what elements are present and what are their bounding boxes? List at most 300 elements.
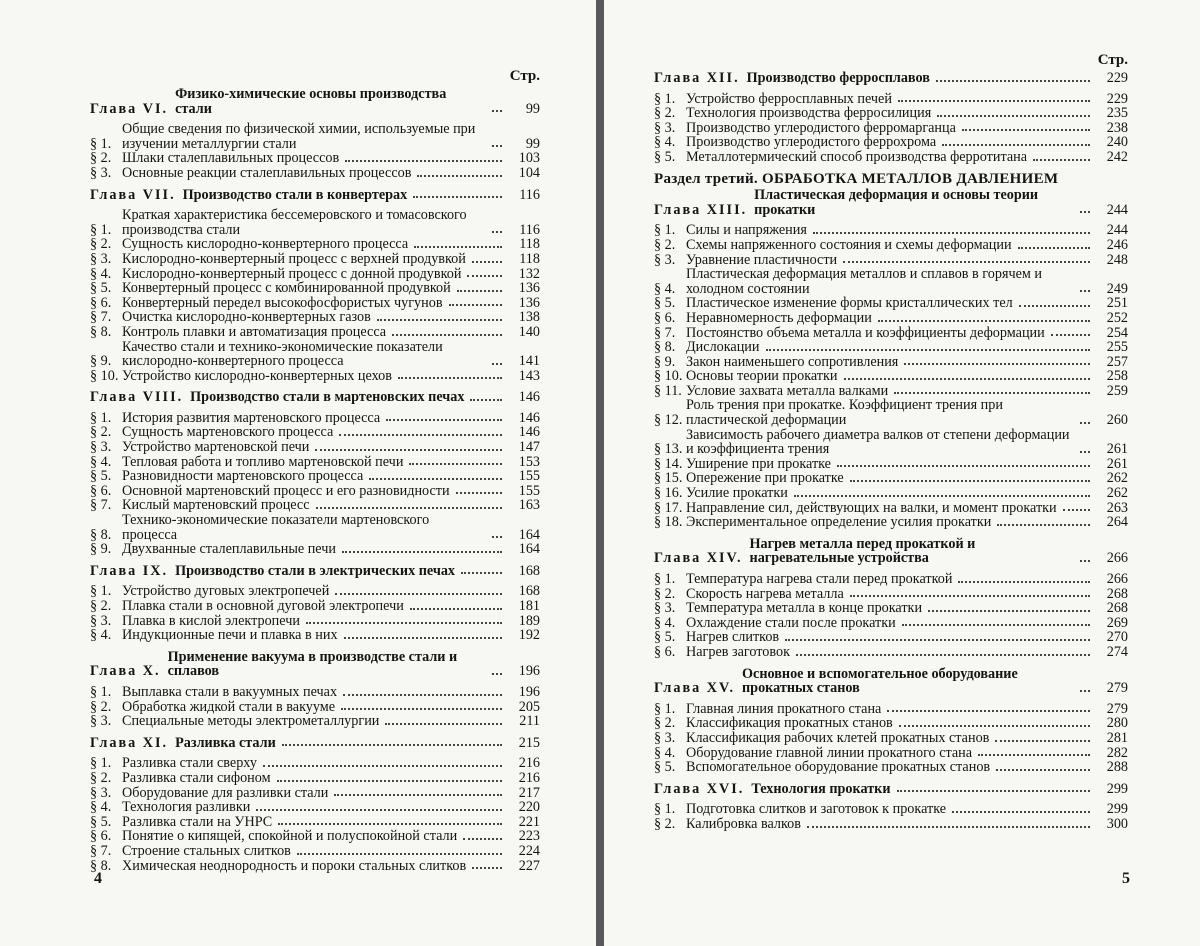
entry-page-number: 104 (518, 164, 540, 181)
entry-page-number: 136 (518, 294, 540, 311)
toc-entry (90, 614, 540, 629)
section-number: § 2. (654, 715, 676, 732)
dot-leader (410, 608, 502, 610)
dot-leader (942, 144, 1090, 146)
section-number: § 11. (654, 382, 682, 399)
entry-title: Основы теории прокатки (686, 368, 838, 385)
entry-page-number: 155 (518, 482, 540, 499)
entry-page-number: 189 (518, 612, 540, 629)
dot-leader (492, 110, 502, 112)
toc-entry (90, 700, 540, 715)
toc-entry (90, 815, 540, 830)
toc-entry (90, 829, 540, 844)
dot-leader (887, 710, 1090, 712)
page-column-header: Стр. (1097, 52, 1128, 68)
dot-leader (978, 754, 1090, 756)
entry-page-number: 164 (518, 526, 540, 543)
dot-leader (277, 780, 502, 782)
toc-entry (90, 714, 540, 729)
toc-entry (90, 340, 540, 369)
toc-entry (654, 150, 1128, 165)
section-number: § 12. (654, 412, 683, 429)
dot-leader (316, 507, 502, 509)
entry-page-number: 259 (1106, 382, 1128, 399)
toc-entry (654, 645, 1128, 660)
chapter-block (90, 390, 540, 557)
entry-page-number: 282 (1106, 744, 1128, 761)
dot-leader (398, 377, 502, 379)
entry-page-number: 141 (518, 353, 540, 370)
entry-title: Калибровка валков (686, 815, 801, 832)
chapter-title (654, 71, 1128, 86)
section-number: § 6. (654, 309, 676, 326)
entry-page-number: 116 (519, 221, 540, 238)
dot-leader (456, 492, 502, 494)
chapter-block (90, 188, 540, 384)
entry-page-number: 153 (518, 453, 540, 470)
entry-title: Обработка жидкой стали в вакууме (122, 698, 336, 715)
dot-leader (937, 115, 1090, 117)
section-number: § 1. (90, 135, 112, 152)
section-number: § 4. (654, 280, 676, 297)
toc-entry (654, 253, 1128, 268)
entry-title: Строение стальных слитков (122, 842, 291, 859)
section-number: § 4. (90, 799, 112, 816)
dot-leader (897, 790, 1090, 792)
toc-entry (90, 122, 540, 151)
section-number: § 14. (654, 455, 683, 472)
toc-entry (90, 310, 540, 325)
section-number: § 8. (90, 857, 112, 874)
entry-page-number: 254 (1106, 324, 1128, 341)
section-number: § 3. (90, 439, 112, 456)
dot-leader (899, 725, 1090, 727)
section-number: § 2. (90, 236, 112, 253)
chapter-label: Глава XIII. (654, 201, 748, 218)
entry-page-number: 242 (1106, 148, 1128, 165)
dot-leader (794, 495, 1090, 497)
chapter-title (654, 667, 1128, 696)
dot-leader (263, 765, 502, 767)
section-number: § 8. (90, 323, 112, 340)
book-gutter (596, 0, 604, 946)
dot-leader (492, 673, 502, 675)
dot-leader (414, 246, 502, 248)
section-number: § 1. (90, 409, 112, 426)
entry-title: Классификация рабочих клетей прокатных станов (686, 729, 990, 746)
section-number: § 3. (90, 612, 112, 629)
entry-page-number: 146 (518, 409, 540, 426)
dot-leader (278, 823, 502, 825)
toc-entry (90, 599, 540, 614)
chapter-page-number: 168 (518, 562, 540, 579)
chapter-label: Глава XVI. (654, 780, 745, 797)
entry-title: Охлаждение стали после прокатки (686, 614, 896, 631)
toc-entry (654, 369, 1128, 384)
dot-leader (878, 320, 1090, 322)
entry-title: Опережение при прокатке (686, 470, 844, 487)
toc-entry (654, 340, 1128, 355)
dot-leader (492, 363, 502, 365)
dot-leader (457, 290, 502, 292)
entry-page-number: 168 (518, 583, 540, 600)
chapter-block (654, 71, 1128, 165)
chapter-name: Производство стали в электрических печах (175, 562, 456, 579)
chapter-block (654, 667, 1128, 775)
toc-entry (90, 756, 540, 771)
entry-page-number: 299 (1106, 801, 1128, 818)
section-number: § 4. (654, 134, 676, 151)
dot-leader (1063, 509, 1090, 511)
entry-page-number: 221 (518, 813, 540, 830)
entry-page-number: 163 (518, 497, 540, 514)
toc-entry (654, 630, 1128, 645)
dot-leader (385, 723, 502, 725)
dot-leader (492, 231, 502, 233)
toc-entry (654, 311, 1128, 326)
section-number: § 1. (654, 700, 676, 717)
dot-leader (837, 465, 1090, 467)
dot-leader (345, 160, 502, 162)
section-number: § 1. (90, 683, 112, 700)
dot-leader (1080, 211, 1090, 213)
entry-title: Технико-экономические показатели мартеновского процесса (122, 512, 430, 543)
section-number: § 9. (654, 353, 676, 370)
entry-title: Химическая неоднородность и пороки стальных слитков (122, 857, 467, 874)
section-number: § 4. (654, 744, 676, 761)
entry-title: Экспериментальное определение усилия прокатки (686, 514, 992, 531)
section-number: § 4. (90, 453, 112, 470)
entry-title: Схемы напряженного состояния и схемы деформации (686, 236, 1012, 253)
section-number: § 2. (654, 236, 676, 253)
entry-title: Пластическое изменение формы кристаллических тел (686, 295, 1013, 312)
section-number: § 1. (654, 571, 676, 587)
entry-title: Устройство мартеновской печи (122, 439, 310, 456)
dot-leader (894, 392, 1090, 394)
entry-page-number: 211 (519, 713, 540, 730)
entry-title: Специальные методы электрометаллургии (122, 713, 380, 730)
chapter-block (90, 87, 540, 181)
section-number: § 4. (90, 627, 112, 644)
entry-title: Основные реакции сталеплавильных процессов (122, 164, 412, 181)
section-number: § 5. (654, 629, 676, 646)
entry-page-number: 280 (1106, 715, 1128, 732)
entry-page-number: 224 (518, 842, 540, 859)
chapter-name: Производство стали в конвертерах (182, 186, 408, 203)
dot-leader (282, 744, 502, 746)
entry-page-number: 264 (1106, 514, 1128, 531)
section-number: § 15. (654, 470, 683, 487)
dot-leader (928, 610, 1090, 612)
toc-entry (654, 501, 1128, 516)
section-number: § 6. (90, 482, 112, 499)
chapter-title (90, 87, 540, 116)
dot-leader (339, 434, 502, 436)
entry-title: Сущность кислородно-конвертерного процесса (122, 236, 409, 253)
chapter-title (654, 188, 1128, 217)
toc-entry (654, 398, 1128, 427)
entry-page-number: 147 (518, 439, 540, 456)
chapter-page-number: 229 (1106, 70, 1128, 86)
table-of-contents-left (90, 87, 540, 873)
dot-leader (936, 80, 1090, 82)
entry-title: Плавка стали в основной дуговой электропечи (122, 598, 404, 614)
entry-title: Разливка стали на УНРС (122, 813, 273, 830)
toc-entry (90, 455, 540, 470)
chapter-title (654, 537, 1128, 566)
entry-page-number: 227 (518, 857, 540, 874)
toc-entry (654, 471, 1128, 486)
chapter-name: Физико-химические основы производства стали (175, 86, 447, 117)
chapter-label: Глава XIV. (654, 550, 743, 567)
entry-page-number: 146 (518, 424, 540, 441)
toc-entry (90, 513, 540, 542)
section-number: § 8. (654, 339, 676, 356)
chapter-label: Глава IX. (90, 562, 169, 579)
chapter-block (90, 564, 540, 643)
entry-page-number: 268 (1106, 600, 1128, 617)
entry-title: Роль трения при прокатке. Коэффициент трения при пластической деформации (686, 397, 1003, 429)
entry-page-number: 220 (518, 799, 540, 816)
entry-page-number: 205 (518, 698, 540, 715)
entry-title: Двухванные сталеплавильные печи (122, 541, 336, 558)
entry-page-number: 181 (518, 598, 540, 614)
toc-entry (90, 369, 540, 384)
entry-page-number: 262 (1106, 470, 1128, 487)
entry-title: Тепловая работа и топливо мартеновской печи (122, 453, 404, 470)
section-number: § 2. (90, 698, 112, 715)
entry-page-number: 217 (518, 784, 540, 801)
entry-page-number: 216 (518, 755, 540, 772)
dot-leader (1033, 159, 1090, 161)
part-heading: Раздел третий. ОБРАБОТКА МЕТАЛЛОВ ДАВЛЕНИЕМ (654, 170, 1059, 187)
toc-entry (654, 457, 1128, 472)
toc-entry (654, 587, 1128, 602)
dot-leader (341, 708, 502, 710)
entry-title: Кислый мартеновский процесс (122, 497, 310, 514)
dot-leader (413, 196, 502, 198)
dot-leader (392, 334, 502, 336)
section-number: § 2. (654, 815, 676, 832)
entry-title: Конвертерный передел высокофосфористых чугунов (122, 294, 443, 311)
dot-leader (1080, 290, 1090, 292)
section-number: § 10. (90, 367, 119, 384)
dot-leader (334, 794, 502, 796)
entry-title: Силы и напряжения (686, 222, 807, 239)
toc-entry (654, 601, 1128, 616)
entry-title: Устройство дуговых электропечей (122, 583, 330, 600)
entry-title: Условие захвата металла валками (686, 382, 889, 399)
left-page (0, 0, 596, 946)
entry-page-number: 196 (518, 683, 540, 700)
entry-title: Устройство ферросплавных печей (686, 90, 892, 107)
dot-leader (807, 826, 1090, 828)
entry-title: Классификация прокатных станов (686, 715, 893, 732)
entry-title: Индукционные печи и плавка в них (122, 627, 338, 644)
toc-entry (90, 844, 540, 859)
entry-title: Контроль плавки и автоматизация процесса (122, 323, 387, 340)
entry-page-number: 192 (518, 627, 540, 644)
toc-entry (654, 326, 1128, 341)
dot-leader (785, 639, 1090, 641)
entry-page-number: 258 (1106, 368, 1128, 385)
dot-leader (898, 100, 1090, 102)
page-number: 5 (1122, 870, 1130, 887)
dot-leader (996, 769, 1090, 771)
entry-title: История развития мартеновского процесса (122, 409, 381, 426)
toc-entry (654, 92, 1128, 107)
dot-leader (470, 399, 502, 401)
section-number: § 6. (654, 643, 676, 660)
section-number: § 5. (90, 468, 112, 485)
section-number: § 2. (90, 769, 112, 786)
entry-title: Оборудование для разливки стали (122, 784, 329, 801)
toc-entry (654, 515, 1128, 530)
dot-leader (813, 232, 1090, 234)
entry-title: Металлотермический способ производства ферротитана (686, 148, 1028, 165)
entry-page-number: 262 (1106, 485, 1128, 502)
entry-page-number: 140 (518, 323, 540, 340)
dot-leader (472, 867, 502, 869)
entry-page-number: 260 (1106, 412, 1128, 429)
entry-page-number: 300 (1106, 815, 1128, 832)
chapter-block (654, 782, 1128, 832)
entry-title: Зависимость рабочего диаметра валков от степени деформации и коэффициента трения (686, 426, 1070, 458)
entry-page-number: 255 (1106, 339, 1128, 356)
chapter-name: Производство ферросплавов (746, 70, 930, 86)
dot-leader (377, 319, 502, 321)
toc-entry (654, 817, 1128, 832)
entry-title: Технология разливки (122, 799, 251, 816)
section-number: § 2. (90, 598, 112, 614)
chapter-name: Основное и вспомогательное оборудование прокатных станов (742, 665, 1018, 697)
toc-entry (90, 325, 540, 340)
entry-page-number: 103 (518, 150, 540, 167)
dot-leader (1018, 247, 1090, 249)
section-number: § 4. (90, 265, 112, 282)
chapter-label: Глава VI. (90, 100, 169, 117)
section-number: § 5. (90, 280, 112, 297)
chapter-name: Нагрев металла перед прокаткой и нагревательные устройства (749, 535, 976, 567)
entry-page-number: 143 (518, 367, 540, 384)
entry-page-number: 118 (519, 236, 540, 253)
toc-entry (90, 786, 540, 801)
entry-title: Уширение при прокатке (686, 455, 831, 472)
dot-leader (344, 637, 502, 639)
entry-title: Устройство кислородно-конвертерных цехов (122, 367, 392, 384)
section-number: § 3. (90, 713, 112, 730)
entry-title: Технология производства ферросилиция (686, 105, 932, 122)
entry-page-number: 216 (518, 769, 540, 786)
entry-title: Выплавка стали в вакуумных печах (122, 683, 338, 700)
dot-leader (902, 624, 1090, 626)
chapter-label: Глава XV. (654, 680, 735, 697)
chapter-page-number: 146 (518, 389, 540, 406)
dot-leader (335, 593, 502, 595)
entry-page-number: 118 (519, 250, 540, 267)
dot-leader (297, 853, 502, 855)
entry-title: Производство углеродистого ферромарганца (686, 119, 956, 136)
section-number: § 3. (654, 119, 676, 136)
chapter-name: Технология прокатки (751, 780, 891, 797)
toc-entry (90, 628, 540, 643)
right-page (604, 0, 1200, 946)
entry-title: Сущность мартеновского процесса (122, 424, 334, 441)
entry-title: Вспомогательное оборудование прокатных станов (686, 759, 991, 776)
toc-entry (90, 771, 540, 786)
entry-page-number: 240 (1106, 134, 1128, 151)
section-number: § 10. (654, 368, 683, 385)
entry-title: Закон наименьшего сопротивления (686, 353, 899, 370)
toc-entry (654, 355, 1128, 370)
toc-entry (90, 685, 540, 700)
toc-entry (90, 208, 540, 237)
toc-entry (654, 296, 1128, 311)
entry-page-number: 235 (1106, 105, 1128, 122)
chapter-label: Глава XI. (90, 734, 169, 751)
entry-title: Общие сведения по физической химии, используемые при изучении металлургии стали (122, 121, 476, 152)
entry-page-number: 268 (1106, 585, 1128, 602)
section-number: § 17. (654, 499, 683, 516)
chapter-block (654, 537, 1128, 660)
toc-entry (654, 238, 1128, 253)
dot-leader (796, 654, 1090, 656)
section-number: § 16. (654, 485, 683, 502)
entry-title: Усилие прокатки (686, 485, 788, 502)
toc-entry (654, 802, 1128, 817)
entry-title: Скорость нагрева металла (686, 585, 844, 602)
dot-leader (409, 463, 502, 465)
entry-page-number: 229 (1106, 90, 1128, 107)
section-number: § 5. (90, 813, 112, 830)
section-number: § 1. (90, 221, 112, 238)
toc-entry (90, 484, 540, 499)
section-number: § 3. (654, 251, 676, 268)
entry-page-number: 132 (518, 265, 540, 282)
entry-title: Качество стали и технико-экономические показатели кислородно-конвертерного процесса (122, 338, 443, 370)
entry-page-number: 249 (1106, 280, 1128, 297)
dot-leader (850, 480, 1090, 482)
dot-leader (386, 419, 502, 421)
chapter-title (90, 736, 540, 751)
dot-leader (342, 551, 502, 553)
chapter-title (90, 564, 540, 579)
chapter-page-number: 196 (518, 663, 540, 680)
entry-title: Краткая характеристика бессемеровского и томасовского производства стали (122, 207, 467, 238)
chapter-title (90, 188, 540, 203)
toc-entry (654, 716, 1128, 731)
dot-leader (256, 809, 502, 811)
entry-title: Кислородно-конвертерный процесс с донной продувкой (122, 265, 462, 282)
entry-title: Кислородно-конвертерный процесс с верхней продувкой (122, 250, 466, 267)
chapter-page-number: 215 (518, 734, 540, 751)
dot-leader (1080, 560, 1090, 562)
section-number: § 4. (654, 614, 676, 631)
chapter-label: Глава X. (90, 663, 161, 680)
dot-leader (463, 838, 502, 840)
dot-leader (904, 363, 1090, 365)
chapter-page-number: 279 (1106, 680, 1128, 697)
chapter-name: Пластическая деформация и основы теории прокатки (754, 187, 1039, 218)
toc-entry (90, 498, 540, 513)
chapter-title (90, 390, 540, 405)
dot-leader (952, 811, 1090, 813)
toc-entry (90, 411, 540, 426)
section-number: § 5. (654, 148, 676, 165)
entry-page-number: 261 (1106, 455, 1128, 472)
entry-page-number: 99 (525, 135, 540, 152)
toc-entry (654, 572, 1128, 587)
